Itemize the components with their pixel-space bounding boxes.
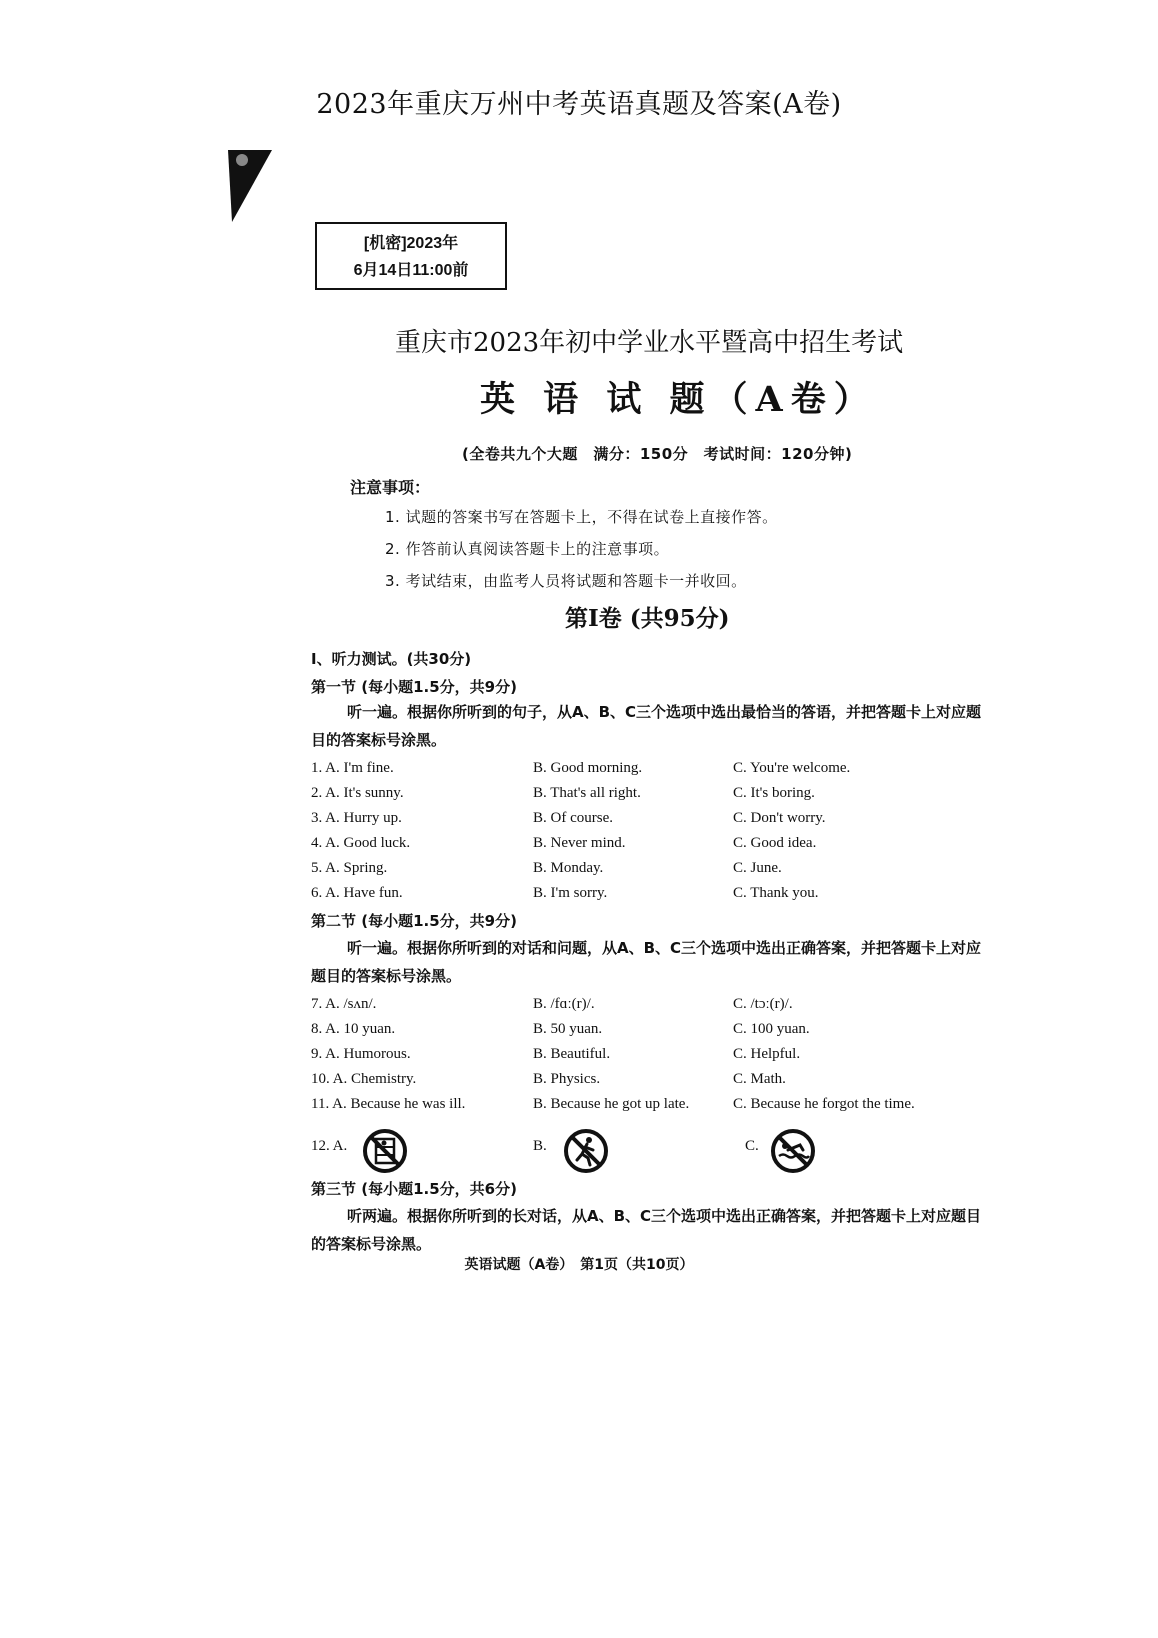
exam-info: (全卷共九个大题 满分：150分 考试时间：120分钟) (462, 445, 853, 463)
option-c: C. Helpful. (733, 1046, 801, 1062)
question-row (0, 835, 1158, 859)
exam-title: 重庆市2023年初中学业水平暨高中招生考试 (395, 328, 904, 358)
option-b: B. Beautiful. (533, 1046, 611, 1062)
option-c: C. You're welcome. (733, 760, 851, 776)
option-a: 4. A. Good luck. (311, 835, 411, 851)
option-c: C. (745, 1138, 759, 1154)
option-c: C. Don't worry. (733, 810, 826, 826)
section3-heading: 第三节 (每小题1.5分，共6分) (311, 1180, 517, 1198)
option-a: 9. A. Humorous. (311, 1046, 411, 1062)
note-item: 1. 试题的答案书写在答题卡上，不得在试卷上直接作答。 (385, 508, 778, 526)
note-item: 3. 考试结束，由监考人员将试题和答题卡一并收回。 (385, 572, 747, 590)
option-a: 12. A. (311, 1138, 348, 1154)
section3-instruction: 听两遍。根据你所听到的长对话，从A、B、C三个选项中选出正确答案，并把答题卡上对应题目的答案标号涂黑。 (311, 1207, 982, 1253)
option-a: 3. A. Hurry up. (311, 810, 402, 826)
confidential-line-1: [机密]2023年 (363, 235, 459, 252)
option-c: C. Thank you. (733, 885, 819, 901)
option-a: 5. A. Spring. (311, 860, 388, 876)
option-a: 6. A. Have fun. (311, 885, 403, 901)
option-a: 10. A. Chemistry. (311, 1071, 417, 1087)
option-c: C. /tɔː(r)/. (733, 996, 793, 1012)
paper-title: 英 语 试 题（A卷） (480, 379, 877, 420)
section1-instruction: 听一遍。根据你所听到的句子，从A、B、C三个选项中选出最恰当的答语，并把答题卡上对应题目的答案标号涂黑。 (311, 703, 982, 749)
confidential-box (315, 222, 507, 290)
corner-triangle-mark (228, 150, 272, 222)
option-b: B. Of course. (533, 810, 613, 826)
question-row (0, 760, 1158, 784)
page-footer: 英语试题（A卷） 第1页（共10页） (464, 1257, 694, 1273)
volume-title: 第Ⅰ卷 (共95分) (565, 605, 730, 632)
question-row (0, 1096, 1158, 1120)
question-row (0, 860, 1158, 884)
option-b: B. Because he got up late. (533, 1096, 690, 1112)
section2-heading: 第二节 (每小题1.5分，共9分) (311, 912, 517, 930)
option-a: 7. A. /sʌn/. (311, 996, 377, 1012)
question-row (0, 885, 1158, 909)
option-c: C. Good idea. (733, 835, 817, 851)
option-b: B. Physics. (533, 1071, 601, 1087)
option-c: C. Because he forgot the time. (733, 1096, 915, 1112)
option-b: B. 50 yuan. (533, 1021, 603, 1037)
confidential-line-2: 6月14日11:00前 (353, 262, 469, 279)
page-title: 2023年重庆万州中考英语真题及答案(A卷) (316, 89, 842, 120)
option-a: 1. A. I'm fine. (311, 760, 394, 776)
question-row (0, 1046, 1158, 1070)
option-b: B. Good morning. (533, 760, 643, 776)
question-row (0, 1071, 1158, 1095)
question-row (0, 810, 1158, 834)
option-a: 11. A. Because he was ill. (311, 1096, 466, 1112)
option-b: B. That's all right. (533, 785, 641, 801)
section2-instruction: 听一遍。根据你所听到的对话和问题，从A、B、C三个选项中选出正确答案，并把答题卡上对应题目的答案标号涂黑。 (311, 939, 982, 985)
option-b: B. I'm sorry. (533, 885, 608, 901)
option-b: B. Monday. (533, 860, 604, 876)
no-running-sign-icon (563, 1128, 609, 1174)
option-a: 8. A. 10 yuan. (311, 1021, 396, 1037)
option-b: B. /fɑː(r)/. (533, 996, 595, 1012)
option-c: C. It's boring. (733, 785, 815, 801)
no-swimming-sign-icon (770, 1128, 816, 1174)
option-c: C. 100 yuan. (733, 1021, 810, 1037)
question-row (0, 996, 1158, 1020)
question-row (0, 1021, 1158, 1045)
question-row (0, 785, 1158, 809)
section1-heading: 第一节 (每小题1.5分，共9分) (311, 678, 517, 696)
notes-heading: 注意事项： (350, 478, 431, 497)
note-item: 2. 作答前认真阅读答题卡上的注意事项。 (385, 540, 670, 558)
no-climbing-sign-icon (362, 1128, 408, 1174)
part1-heading: I、听力测试。(共30分) (311, 650, 472, 668)
option-c: C. June. (733, 860, 782, 876)
option-b: B. (533, 1138, 547, 1154)
option-b: B. Never mind. (533, 835, 626, 851)
option-c: C. Math. (733, 1071, 786, 1087)
option-a: 2. A. It's sunny. (311, 785, 404, 801)
